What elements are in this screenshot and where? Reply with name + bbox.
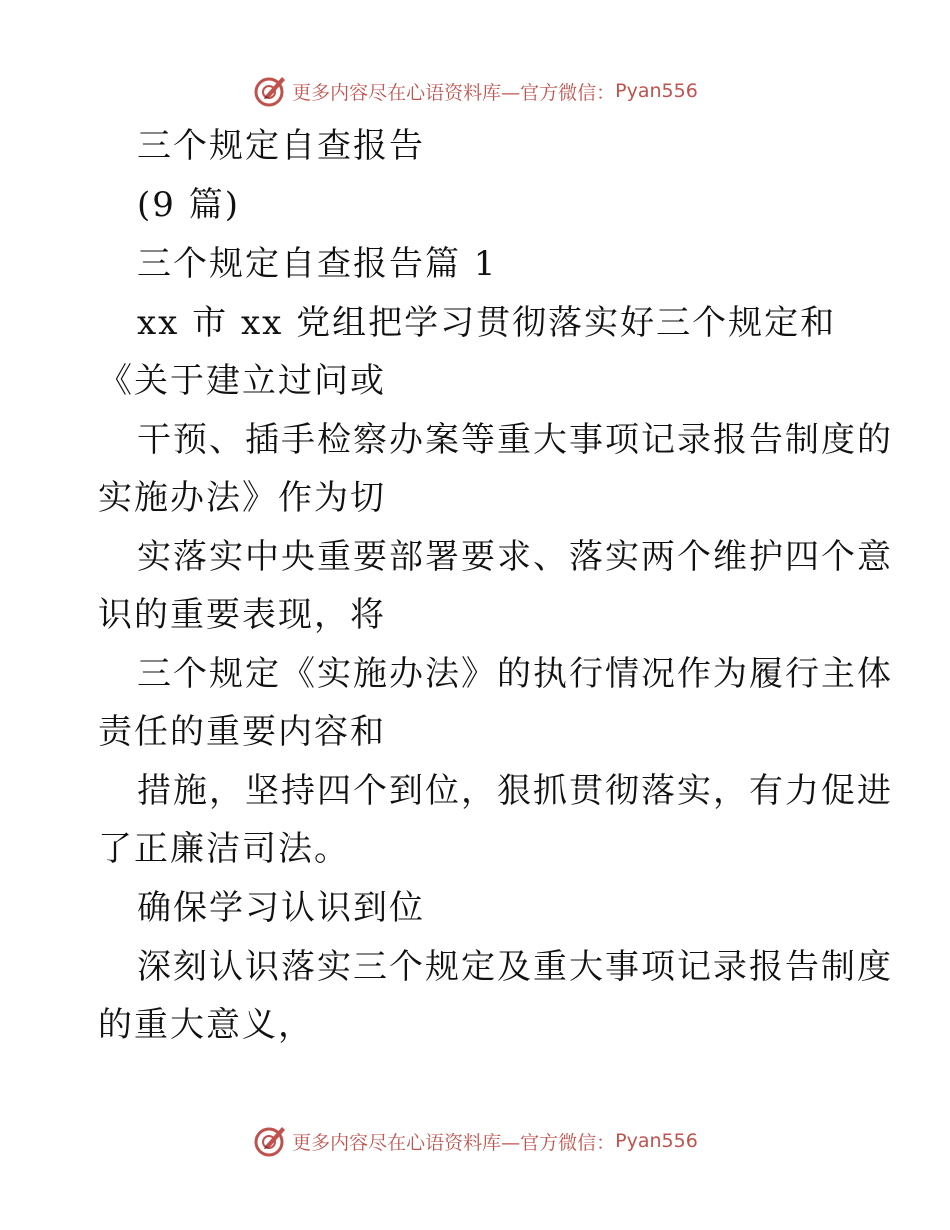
watermark-text: 更多内容尽在心语资料库—官方微信： <box>292 1131 616 1154</box>
header-watermark <box>0 71 950 111</box>
paragraph-line: 了正廉洁司法。 <box>98 829 350 869</box>
paragraph-line: 三个规定《实施办法》的执行情况作为履行主体 <box>137 654 893 694</box>
paragraph-line: 干预、插手检察办案等重大事项记录报告制度的 <box>137 420 893 460</box>
paragraph-line: 《关于建立过问或 <box>98 361 386 401</box>
paragraph-line: 措施，坚持四个到位，狠抓贯彻落实，有力促进 <box>137 771 893 811</box>
document-title: 三个规定自查报告 <box>137 126 425 166</box>
document-subtitle: (9 篇) <box>137 185 240 225</box>
paragraph-line: 识的重要表现，将 <box>98 595 386 635</box>
brush-logo-icon <box>252 73 288 109</box>
watermark-handle: Pyan556 <box>615 1130 698 1152</box>
paragraph-line: 的重大意义， <box>98 1005 314 1045</box>
watermark-text: 更多内容尽在心语资料库—官方微信： <box>292 81 616 104</box>
brush-logo-icon <box>252 1123 288 1159</box>
subsection-heading: 确保学习认识到位 <box>137 888 425 928</box>
paragraph-line: 责任的重要内容和 <box>98 712 386 752</box>
paragraph-line: 深刻认识落实三个规定及重大事项记录报告制度 <box>137 947 893 987</box>
watermark-handle: Pyan556 <box>615 80 698 102</box>
paragraph-line: xx 市 xx 党组把学习贯彻落实好三个规定和 <box>137 303 837 343</box>
footer-watermark <box>0 1121 950 1161</box>
section-heading: 三个规定自查报告篇 1 <box>137 244 498 284</box>
paragraph-line: 实落实中央重要部署要求、落实两个维护四个意 <box>137 537 893 577</box>
paragraph-line: 实施办法》作为切 <box>98 478 386 518</box>
